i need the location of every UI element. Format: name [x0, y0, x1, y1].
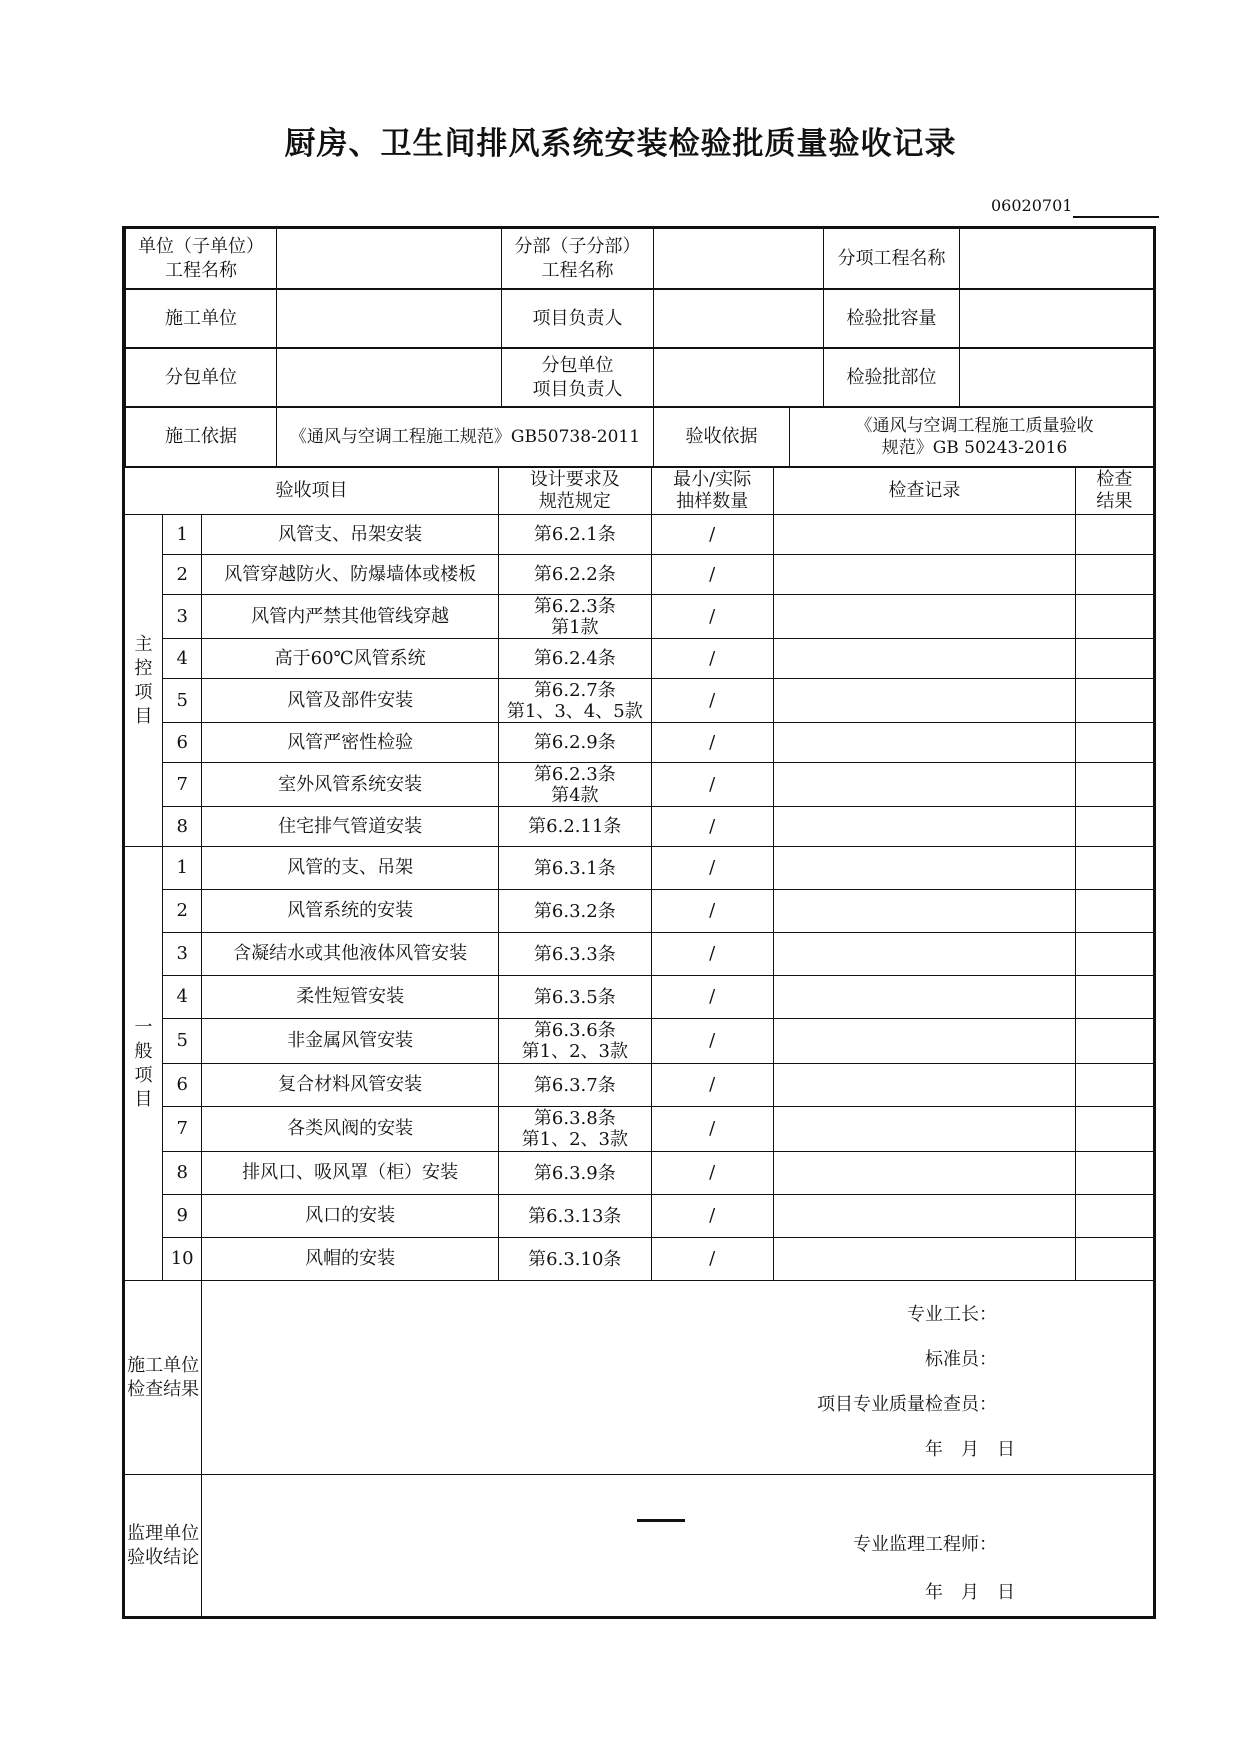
item-name: 风口的安装: [202, 1195, 499, 1238]
batch-capacity-label: 检验批容量: [824, 290, 960, 348]
general-item-row: [124, 1152, 1155, 1195]
subcontractor-field[interactable]: [277, 349, 502, 407]
item-sample-count[interactable]: /: [651, 976, 773, 1019]
item-check-record[interactable]: [773, 763, 1075, 807]
subdivision-label: 分部（子分部） 工程名称: [502, 229, 654, 289]
item-check-result[interactable]: [1075, 807, 1154, 847]
item-name: 高于60℃风管系统: [202, 639, 499, 679]
main_control-item-row: [124, 723, 1155, 763]
item-name: 风管及部件安装: [202, 679, 499, 723]
item-number: 2: [163, 555, 202, 595]
item-clause: 第6.3.8条 第1、2、3款: [499, 1107, 651, 1152]
header-row-grid: [125, 348, 1155, 407]
main_control-item-row: [124, 515, 1155, 555]
col-header-item: 验收项目: [124, 468, 499, 515]
item-check-record[interactable]: [773, 976, 1075, 1019]
item-number: 8: [163, 807, 202, 847]
item-number: 3: [163, 933, 202, 976]
standard-officer-label: 标准员：: [925, 1349, 997, 1370]
item-sample-count[interactable]: /: [651, 555, 773, 595]
main_control-item-row: [124, 763, 1155, 807]
main_control-item-row: [124, 679, 1155, 723]
general-item-row: [124, 1238, 1155, 1281]
general-item-row: [124, 847, 1155, 890]
general-item-row: [124, 1107, 1155, 1152]
main_control-item-row: [124, 807, 1155, 847]
item-check-result[interactable]: [1075, 639, 1154, 679]
item-sample-count[interactable]: /: [651, 1019, 773, 1064]
item-clause: 第6.2.3条 第4款: [499, 763, 651, 807]
item-sample-count[interactable]: /: [651, 1152, 773, 1195]
supervising-engineer-label: 专业监理工程师：: [853, 1534, 997, 1555]
item-number: 1: [163, 515, 202, 555]
item-number: 6: [163, 723, 202, 763]
batch-location-label: 检验批部位: [824, 349, 960, 407]
supervision-signature-area[interactable]: [202, 1475, 1155, 1618]
supervision-date: 年 月 日: [925, 1582, 1015, 1603]
column-header-row: [124, 468, 1155, 515]
item-sample-count[interactable]: /: [651, 515, 773, 555]
item-check-record[interactable]: [773, 1019, 1075, 1064]
item-clause: 第6.3.13条: [499, 1195, 651, 1238]
item-clause: 第6.2.2条: [499, 555, 651, 595]
item-clause: 第6.3.1条: [499, 847, 651, 890]
col-header-result: 检查 结果: [1075, 468, 1154, 515]
item-check-result[interactable]: [1075, 595, 1154, 639]
unit-project-label: 单位（子单位） 工程名称: [126, 229, 277, 289]
item-check-result[interactable]: [1075, 933, 1154, 976]
item-check-record[interactable]: [773, 1107, 1075, 1152]
main_control-item-row: [124, 555, 1155, 595]
header-row-contractor: [124, 289, 1155, 348]
general-item-row: [124, 1019, 1155, 1064]
item-clause: 第6.2.1条: [499, 515, 651, 555]
item-name: 排风口、吸风罩（柜）安装: [202, 1152, 499, 1195]
batch-location-field[interactable]: [960, 349, 1155, 407]
project-manager-field[interactable]: [654, 290, 824, 348]
item-sample-count[interactable]: /: [651, 763, 773, 807]
foreman-label: 专业工长：: [907, 1304, 997, 1325]
subitem-label: 分项工程名称: [824, 229, 960, 289]
item-clause: 第6.3.6条 第1、2、3款: [499, 1019, 651, 1064]
item-number: 3: [163, 595, 202, 639]
item-clause: 第6.3.2条: [499, 890, 651, 933]
sub-pm-field[interactable]: [654, 349, 824, 407]
item-name: 风管支、吊架安装: [202, 515, 499, 555]
item-number: 7: [163, 1107, 202, 1152]
item-clause: 第6.3.9条: [499, 1152, 651, 1195]
item-check-record[interactable]: [773, 555, 1075, 595]
item-clause: 第6.2.9条: [499, 723, 651, 763]
acceptance-basis-label: 验收依据: [654, 408, 790, 467]
item-check-result[interactable]: [1075, 515, 1154, 555]
item-clause: 第6.2.4条: [499, 639, 651, 679]
item-sample-count[interactable]: /: [651, 639, 773, 679]
item-number: 6: [163, 1064, 202, 1107]
general-item-row: [124, 890, 1155, 933]
item-name: 复合材料风管安装: [202, 1064, 499, 1107]
item-clause: 第6.3.3条: [499, 933, 651, 976]
item-name: 风管内严禁其他管线穿越: [202, 595, 499, 639]
item-check-result[interactable]: [1075, 555, 1154, 595]
construction-check-label: 施工单位 检查结果: [124, 1281, 202, 1475]
quality-inspector-label: 项目专业质量检查员：: [817, 1394, 997, 1415]
general-item-row: [124, 933, 1155, 976]
item-check-record[interactable]: [773, 515, 1075, 555]
item-clause: 第6.2.11条: [499, 807, 651, 847]
header-row-basis: [124, 407, 1155, 468]
header-row-container: [124, 289, 1155, 348]
item-clause: 第6.3.7条: [499, 1064, 651, 1107]
item-check-record[interactable]: [773, 1064, 1075, 1107]
header-row-container: [124, 407, 1155, 468]
item-name: 风管系统的安装: [202, 890, 499, 933]
form-title: 厨房、卫生间排风系统安装检验批质量验收记录: [284, 126, 957, 162]
header-row-grid: [125, 229, 1155, 289]
sub-pm-label: 分包单位 项目负责人: [502, 349, 654, 407]
item-name: 柔性短管安装: [202, 976, 499, 1019]
signature-dash: [637, 1519, 685, 1522]
header-row-grid: [125, 407, 1155, 467]
item-check-result[interactable]: [1075, 890, 1154, 933]
subdivision-field[interactable]: [654, 229, 824, 289]
item-name: 非金属风管安装: [202, 1019, 499, 1064]
basis-label: 施工依据: [126, 408, 277, 467]
item-check-result[interactable]: [1075, 723, 1154, 763]
item-name: 室外风管系统安装: [202, 763, 499, 807]
item-check-record[interactable]: [773, 890, 1075, 933]
item-check-result[interactable]: [1075, 763, 1154, 807]
general-item-row: [124, 976, 1155, 1019]
acceptance-basis-value: 《通风与空调工程施工质量验收 规范》GB 50243-2016: [790, 408, 1155, 467]
item-sample-count[interactable]: /: [651, 933, 773, 976]
item-check-result[interactable]: [1075, 1107, 1154, 1152]
col-header-sample: 最小/实际 抽样数量: [651, 468, 773, 515]
item-check-record[interactable]: [773, 639, 1075, 679]
basis-value: 《通风与空调工程施工规范》GB50738-2011: [277, 408, 654, 467]
item-check-result[interactable]: [1075, 1152, 1154, 1195]
supervision-label: 监理单位 验收结论: [124, 1475, 202, 1618]
supervision-row: [124, 1475, 1155, 1618]
form-code-underline: [1073, 216, 1159, 218]
header-row-container: [124, 228, 1155, 290]
construction-date: 年 月 日: [925, 1439, 1015, 1460]
item-sample-count[interactable]: /: [651, 1064, 773, 1107]
main_control-item-row: [124, 639, 1155, 679]
item-number: 7: [163, 763, 202, 807]
construction-check-row: [124, 1281, 1155, 1475]
item-sample-count[interactable]: /: [651, 679, 773, 723]
item-sample-count[interactable]: /: [651, 890, 773, 933]
general-items-label: 一 般 项 目: [124, 847, 163, 1281]
item-check-result[interactable]: [1075, 976, 1154, 1019]
item-name: 风管的支、吊架: [202, 847, 499, 890]
main-control-label: 主 控 项 目: [124, 515, 163, 847]
header-row-project: [124, 228, 1155, 290]
item-number: 1: [163, 847, 202, 890]
item-check-result[interactable]: [1075, 847, 1154, 890]
item-clause: 第6.3.5条: [499, 976, 651, 1019]
header-row-grid: [125, 289, 1155, 348]
contractor-label: 施工单位: [126, 290, 277, 348]
item-check-record[interactable]: [773, 933, 1075, 976]
item-name: 风管穿越防火、防爆墙体或楼板: [202, 555, 499, 595]
item-check-record[interactable]: [773, 1152, 1075, 1195]
header-row-subcontractor: [124, 348, 1155, 407]
construction-check-signature-area[interactable]: [202, 1281, 1155, 1475]
item-check-record[interactable]: [773, 807, 1075, 847]
batch-capacity-field[interactable]: [960, 290, 1155, 348]
contractor-field[interactable]: [277, 290, 502, 348]
item-number: 8: [163, 1152, 202, 1195]
unit-project-field[interactable]: [277, 229, 502, 289]
item-check-result[interactable]: [1075, 1195, 1154, 1238]
item-sample-count[interactable]: /: [651, 1195, 773, 1238]
item-check-record[interactable]: [773, 723, 1075, 763]
item-number: 5: [163, 1019, 202, 1064]
item-name: 含凝结水或其他液体风管安装: [202, 933, 499, 976]
item-name: 风帽的安装: [202, 1238, 499, 1281]
subitem-field[interactable]: [960, 229, 1155, 289]
item-clause: 第6.2.7条 第1、3、4、5款: [499, 679, 651, 723]
general-item-row: [124, 1064, 1155, 1107]
item-clause: 第6.3.10条: [499, 1238, 651, 1281]
main_control-item-row: [124, 595, 1155, 639]
item-number: 2: [163, 890, 202, 933]
item-check-result[interactable]: [1075, 1019, 1154, 1064]
item-check-result[interactable]: [1075, 1238, 1154, 1281]
item-check-record[interactable]: [773, 1195, 1075, 1238]
item-number: 4: [163, 976, 202, 1019]
item-number: 9: [163, 1195, 202, 1238]
item-number: 10: [163, 1238, 202, 1281]
subcontractor-label: 分包单位: [126, 349, 277, 407]
project-manager-label: 项目负责人: [502, 290, 654, 348]
inspection-record-table: [122, 226, 1156, 1619]
item-name: 各类风阀的安装: [202, 1107, 499, 1152]
item-name: 风管严密性检验: [202, 723, 499, 763]
item-number: 4: [163, 639, 202, 679]
item-sample-count[interactable]: /: [651, 847, 773, 890]
col-header-requirement: 设计要求及 规范规定: [499, 468, 651, 515]
item-sample-count[interactable]: /: [651, 723, 773, 763]
item-check-record[interactable]: [773, 679, 1075, 723]
item-clause: 第6.2.3条 第1款: [499, 595, 651, 639]
item-check-result[interactable]: [1075, 679, 1154, 723]
item-number: 5: [163, 679, 202, 723]
form-code: 06020701: [991, 196, 1073, 215]
item-check-record[interactable]: [773, 847, 1075, 890]
col-header-record: 检查记录: [773, 468, 1075, 515]
item-sample-count[interactable]: /: [651, 1238, 773, 1281]
general-item-row: [124, 1195, 1155, 1238]
item-sample-count[interactable]: /: [651, 1107, 773, 1152]
header-row-container: [124, 348, 1155, 407]
item-check-result[interactable]: [1075, 1064, 1154, 1107]
item-name: 住宅排气管道安装: [202, 807, 499, 847]
item-check-record[interactable]: [773, 1238, 1075, 1281]
item-check-record[interactable]: [773, 595, 1075, 639]
item-sample-count[interactable]: /: [651, 807, 773, 847]
item-sample-count[interactable]: /: [651, 595, 773, 639]
